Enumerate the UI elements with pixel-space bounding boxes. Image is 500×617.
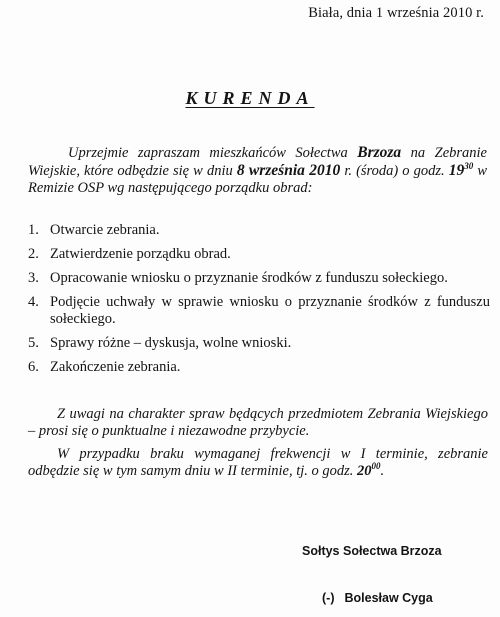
signature-name: Bolesław Cyga <box>344 591 433 605</box>
meeting-hour-minutes: 30 <box>464 160 474 171</box>
intro-text-1: Uprzejmie zapraszam mieszkańców Sołectwa <box>68 145 358 161</box>
second-term-end: . <box>380 463 385 479</box>
agenda-item-number: 4. <box>28 294 39 310</box>
second-term-hour-value: 20 <box>357 463 372 479</box>
agenda-item-number: 2. <box>28 246 39 262</box>
agenda-item-text: Otwarcie zebrania. <box>50 222 160 238</box>
second-term-hour-minutes: 00 <box>371 461 381 472</box>
agenda-item-number: 5. <box>28 335 39 351</box>
intro-text-4: w Remizie OSP wg następującego porządku obrad: <box>28 163 488 196</box>
agenda-item-number: 3. <box>28 270 39 286</box>
agenda-item-text: Podjęcie uchwały w sprawie wniosku o przyznanie środków z funduszu sołeckiego. <box>50 294 490 327</box>
agenda-item-number: 6. <box>28 359 39 375</box>
agenda-item-text: Zakończenie zebrania. <box>50 359 181 375</box>
agenda-list <box>28 222 490 383</box>
meeting-date: 8 września 2010 <box>236 162 341 179</box>
second-term-hour <box>357 463 381 479</box>
agenda-item <box>28 270 490 287</box>
meeting-hour <box>449 162 474 179</box>
agenda-item-number: 1. <box>28 222 39 238</box>
agenda-item <box>28 359 490 376</box>
document-date: Biała, dnia 1 września 2010 r. <box>308 5 484 21</box>
signature-line <box>322 591 433 605</box>
agenda-item <box>28 246 490 263</box>
intro-text-3: r. (środa) o godz. <box>340 163 449 179</box>
second-term-paragraph <box>28 446 488 480</box>
agenda-item-text: Opracowanie wniosku o przyznanie środków z funduszu sołeckiego. <box>50 270 448 286</box>
intro-text-2: na Zebranie Wiejskie, które odbędzie się w dniu <box>28 145 487 179</box>
agenda-item-text: Sprawy różne – dyskusja, wolne wnioski. <box>50 335 292 351</box>
document-title: KURENDA <box>185 88 315 108</box>
agenda-item-text: Zatwierdzenie porządku obrad. <box>50 246 231 262</box>
solectwo-name: Brzoza <box>357 144 402 161</box>
signature-title: Sołtys Sołectwa Brzoza <box>302 544 442 558</box>
signature-mark: (-) <box>322 591 335 605</box>
attendance-request-paragraph: Z uwagi na charakter spraw będących przedmiotem Zebrania Wiejskiego – prosi się o punktualne i niezawodne przybycie. <box>28 406 488 439</box>
intro-paragraph <box>28 144 487 197</box>
agenda-item <box>28 294 490 328</box>
agenda-item <box>28 222 490 239</box>
agenda-item <box>28 335 490 352</box>
meeting-hour-value: 19 <box>448 162 465 179</box>
second-term-text: W przypadku braku wymaganej frekwencji w I terminie, zebranie odbędzie się w tym samym dniu w II terminie, tj. o godz. <box>28 446 488 479</box>
